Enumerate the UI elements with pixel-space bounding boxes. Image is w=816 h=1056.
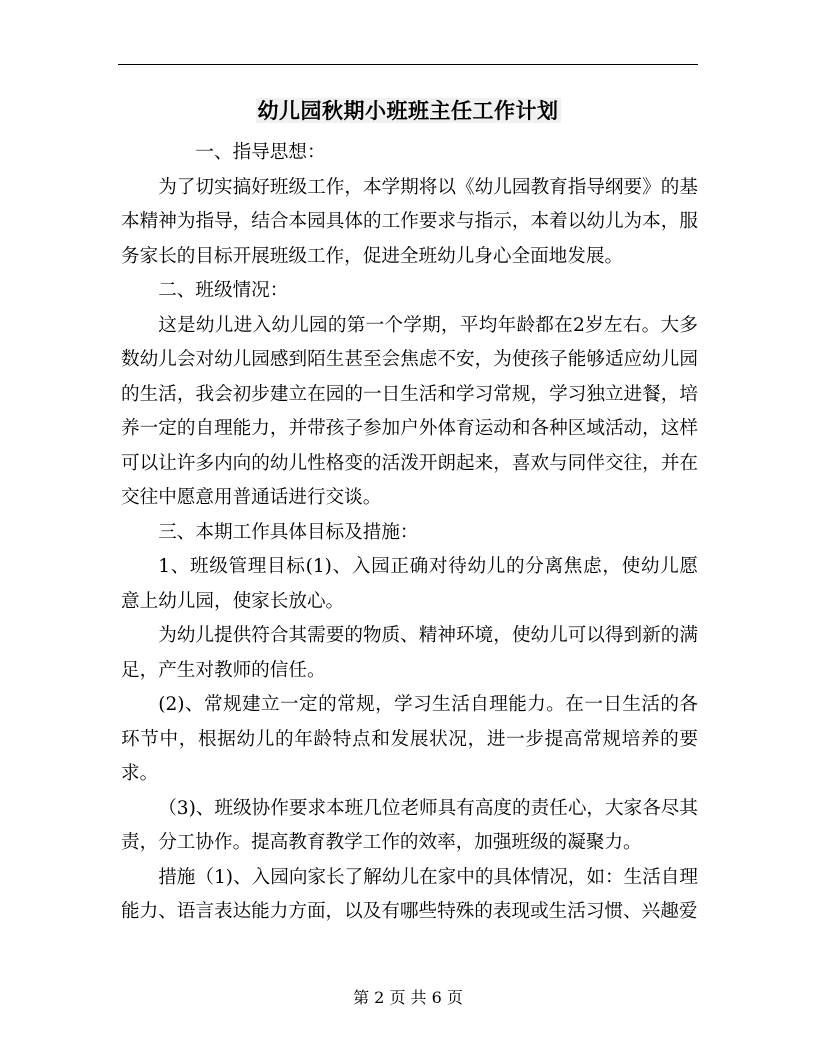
document-title: 幼儿园秋期小班班主任工作计划 [257,98,559,123]
section-heading-1 [121,136,698,171]
paragraph-goal-1: 1、班级管理目标(1)、入园正确对待幼儿的分离焦虑，使幼儿愿意上幼儿园，使家长放心。 [121,556,698,612]
paragraph-class-situation: 这是幼儿进入幼儿园的第一个学期，平均年龄都在2岁左右。大多数幼儿会对幼儿园感到陌生甚至会焦虑不安，为使孩子能够适应幼儿园的生活，我会初步建立在园的一日生活和学习常规，学习独立进餐，培养一定的自理能力，并带孩子参加户外体育运动和各种区域活动，这样可以让许多内向的幼儿性格变的活泼开朗起来，喜欢与同伴交往，并在交往中愿意用普通话进行交谈。 [121,314,698,508]
section-number-1: 一、 [195,142,233,163]
paragraph-measures-1: 措施（1)、入园向家长了解幼儿在家中的具体情况，如：生活自理能力、语言表达能力方面，以及有哪些特殊的表现或生活习惯、兴趣爱 [121,866,698,922]
section-heading-3: 三、本期工作具体目标及措施： [158,521,419,543]
paragraph-goal-environment: 为幼儿提供符合其需要的物质、精神环境，使幼儿可以得到新的满足，产生对教师的信任。 [121,625,698,681]
paragraph-goal-2: (2)、常规建立一定的常规，学习生活自理能力。在一日生活的各环节中，根据幼儿的年龄特点和发展状况，进一步提高常规培养的要求。 [121,694,698,784]
section-heading-text-1: 指导思想： [232,142,326,163]
page-footer: 第 2 页 共 6 页 [353,988,463,1007]
section-heading-2: 二、班级情况： [158,280,289,301]
header-rule [118,64,698,65]
document-body [121,136,698,930]
document-title-wrap [0,95,816,125]
paragraph-guiding-idea: 为了切实搞好班级工作，本学期将以《幼儿园教育指导纲要》的基本精神为指导，结合本园具体的工作要求与指示，本着以幼儿为本，服务家长的目标开展班级工作，促进全班幼儿身心全面地发展。 [121,176,698,267]
paragraph-goal-3: （3)、班级协作要求本班几位老师具有高度的责任心，大家各尽其责，分工协作。提高教育教学工作的效率，加强班级的凝聚力。 [121,797,698,853]
